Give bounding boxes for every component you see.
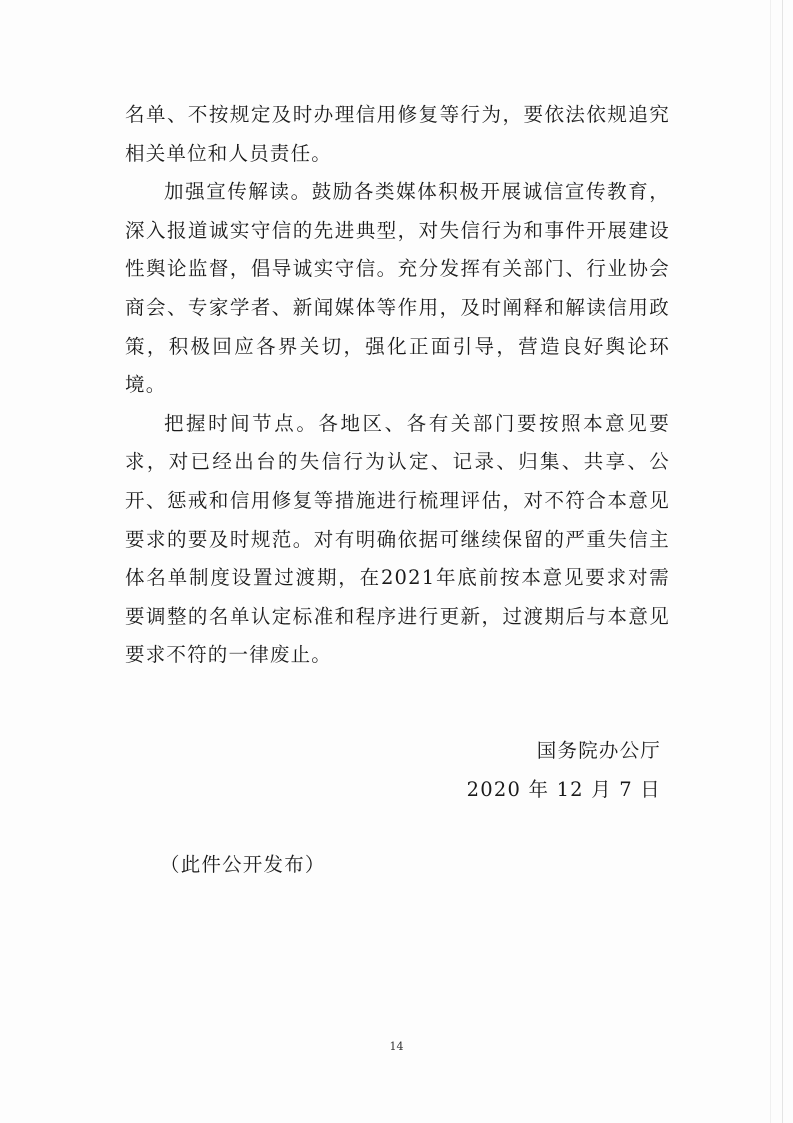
paragraph-timeline: 把握时间节点。各地区、各有关部门要按照本意见要求，对已经出台的失信行为认定、记录、归集、共享、公开、惩戒和信用修复等措施进行梳理评估，对不符合本意见要求的要及时规范。对有明确依据可继续保留的严重失信主体名单制度设置过渡期，在2021年底前按本意见要求对需要调整的名单认定标准和程序进行更新，过渡期后与本意见要求不符的一律废止。 bbox=[125, 411, 670, 667]
paragraph-publicity: 加强宣传解读。鼓励各类媒体积极开展诚信宣传教育，深入报道诚实守信的先进典型，对失信行为和事件开展建设性舆论监督，倡导诚实守信。充分发挥有关部门、行业协会商会、专家学者、新闻媒体等作用，及时阐释和解读信用政策，积极回应各界关切，强化正面引导，营造良好舆论环境。 bbox=[125, 180, 670, 397]
issue-date: 2020 年 12 月 7 日 bbox=[466, 777, 661, 801]
public-release-note: （此件公开发布） bbox=[160, 853, 326, 876]
page-number: 14 bbox=[389, 1040, 404, 1053]
body-text bbox=[125, 96, 670, 675]
scan-edge bbox=[770, 0, 771, 1123]
paragraph-continued: 名单、不按规定及时办理信用修复等行为，要依法依规追究相关单位和人员责任。 bbox=[125, 103, 670, 165]
issuer-name: 国务院办公厅 bbox=[536, 739, 661, 762]
scan-edge bbox=[782, 0, 783, 1123]
signature-block bbox=[467, 732, 661, 809]
